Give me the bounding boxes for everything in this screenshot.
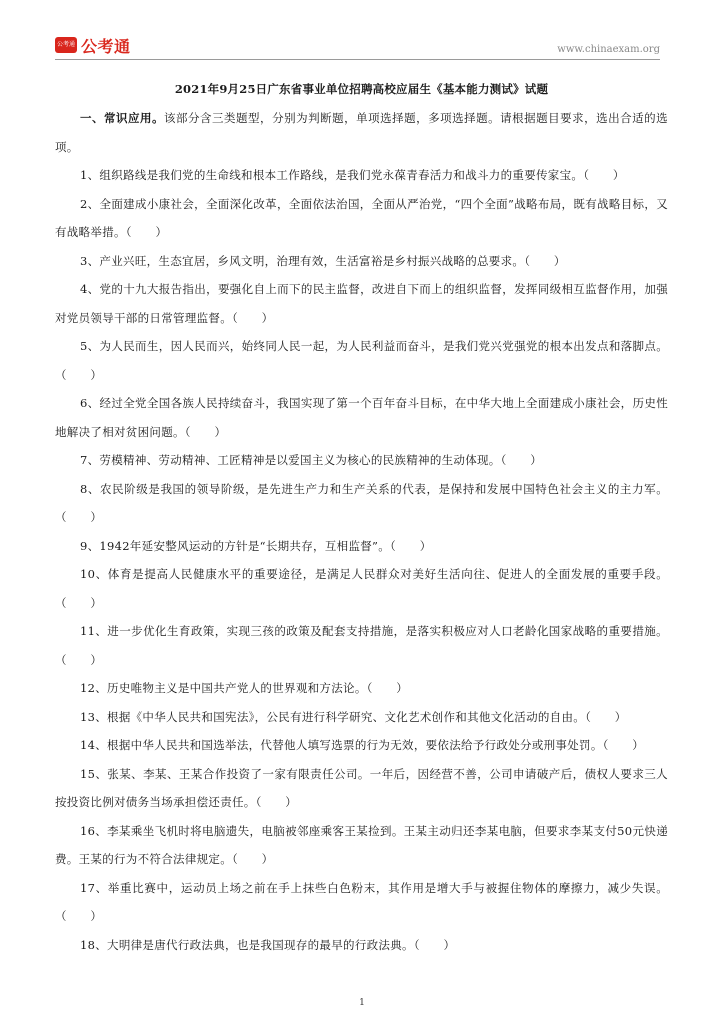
question-3: 3、产业兴旺，生态宜居，乡风文明，治理有效，生活富裕是乡村振兴战略的总要求。（ ） [80, 253, 566, 268]
question-13: 13、根据《中华人民共和国宪法》，公民有进行科学研究、文化艺术创作和其他文化活动的自由。（ ） [80, 709, 627, 724]
logo-badge-icon: 公考通 [55, 37, 77, 53]
question-16: 16、李某乘坐飞机时将电脑遗失，电脑被邻座乘客王某捡到。王某主动归还李某电脑，但要求李某支付50元快递费。王某的行为不符合法律规定。（ ） [55, 823, 668, 866]
question-17: 17、举重比赛中，运动员上场之前在手上抹些白色粉末，其作用是增大手与被握住物体的摩擦力，减少失误。（ ） [55, 880, 668, 923]
section-intro-text: 该部分含三类题型，分别为判断题，单项选择题，多项选择题。请根据题目要求，选出合适的选项。 [55, 111, 668, 154]
page-number: 1 [359, 998, 365, 1008]
question-8: 8、农民阶级是我国的领导阶级，是先进生产力和生产关系的代表，是保持和发展中国特色社会主义的主力军。（ ） [55, 481, 668, 524]
question-5: 5、为人民而生，因人民而兴，始终同人民一起，为人民利益而奋斗，是我们党兴党强党的根本出发点和落脚点。（ ） [55, 339, 668, 382]
question-12: 12、历史唯物主义是中国共产党人的世界观和方法论。（ ） [80, 681, 409, 695]
question-4: 4、党的十九大报告指出，要强化自上而下的民主监督，改进自下而上的组织监督，发挥同级相互监督作用，加强对党员领导干部的日常管理监督。（ ） [55, 282, 668, 325]
logo[interactable] [55, 35, 131, 55]
question-18: 18、大明律是唐代行政法典，也是我国现存的最早的行政法典。（ ） [80, 937, 456, 952]
question-7: 7、劳模精神、劳动精神、工匠精神是以爱国主义为核心的民族精神的生动体现。（ ） [80, 453, 543, 467]
question-15: 15、张某、李某、王某合作投资了一家有限责任公司。一年后，因经营不善，公司申请破产后，债权人要求三人按投资比例对债务当场承担偿还责任。（ ） [55, 766, 668, 809]
logo-text: 公考通 [81, 36, 131, 56]
document-title: 2021年9月25日广东省事业单位招聘高校应届生《基本能力测试》试题 [174, 82, 549, 96]
section-heading: 一、常识应用。 [80, 111, 165, 125]
question-14: 14、根据中华人民共和国选举法，代替他人填写选票的行为无效，要依法给予行政处分或刑事处罚。（ ） [80, 738, 645, 752]
question-6: 6、经过全党全国各族人民持续奋斗，我国实现了第一个百年奋斗目标，在中华大地上全面建成小康社会，历史性地解决了相对贫困问题。（ ） [55, 396, 668, 439]
question-1: 1、组织路线是我们党的生命线和根本工作路线，是我们党永葆青春活力和战斗力的重要传家宝。（ ） [80, 168, 625, 182]
section-intro [55, 104, 668, 161]
page-header [0, 0, 724, 64]
question-2: 2、全面建成小康社会，全面深化改革，全面依法治国，全面从严治党，“四个全面”战略布局，既有战略目标，又有战略举措。（ ） [55, 196, 668, 239]
question-10: 10、体育是提高人民健康水平的重要途径，是满足人民群众对美好生活向往、促进人的全面发展的重要手段。（ ） [55, 567, 668, 610]
question-11: 11、进一步优化生育政策，实现三孩的政策及配套支持措施，是落实积极应对人口老龄化国家战略的重要措施。（ ） [55, 624, 668, 667]
question-9: 9、1942年延安整风运动的方针是“长期共存，互相监督”。（ ） [80, 538, 432, 553]
header-divider [55, 59, 660, 60]
document-body [55, 72, 668, 959]
site-url[interactable]: www.chinaexam.org [557, 44, 660, 55]
